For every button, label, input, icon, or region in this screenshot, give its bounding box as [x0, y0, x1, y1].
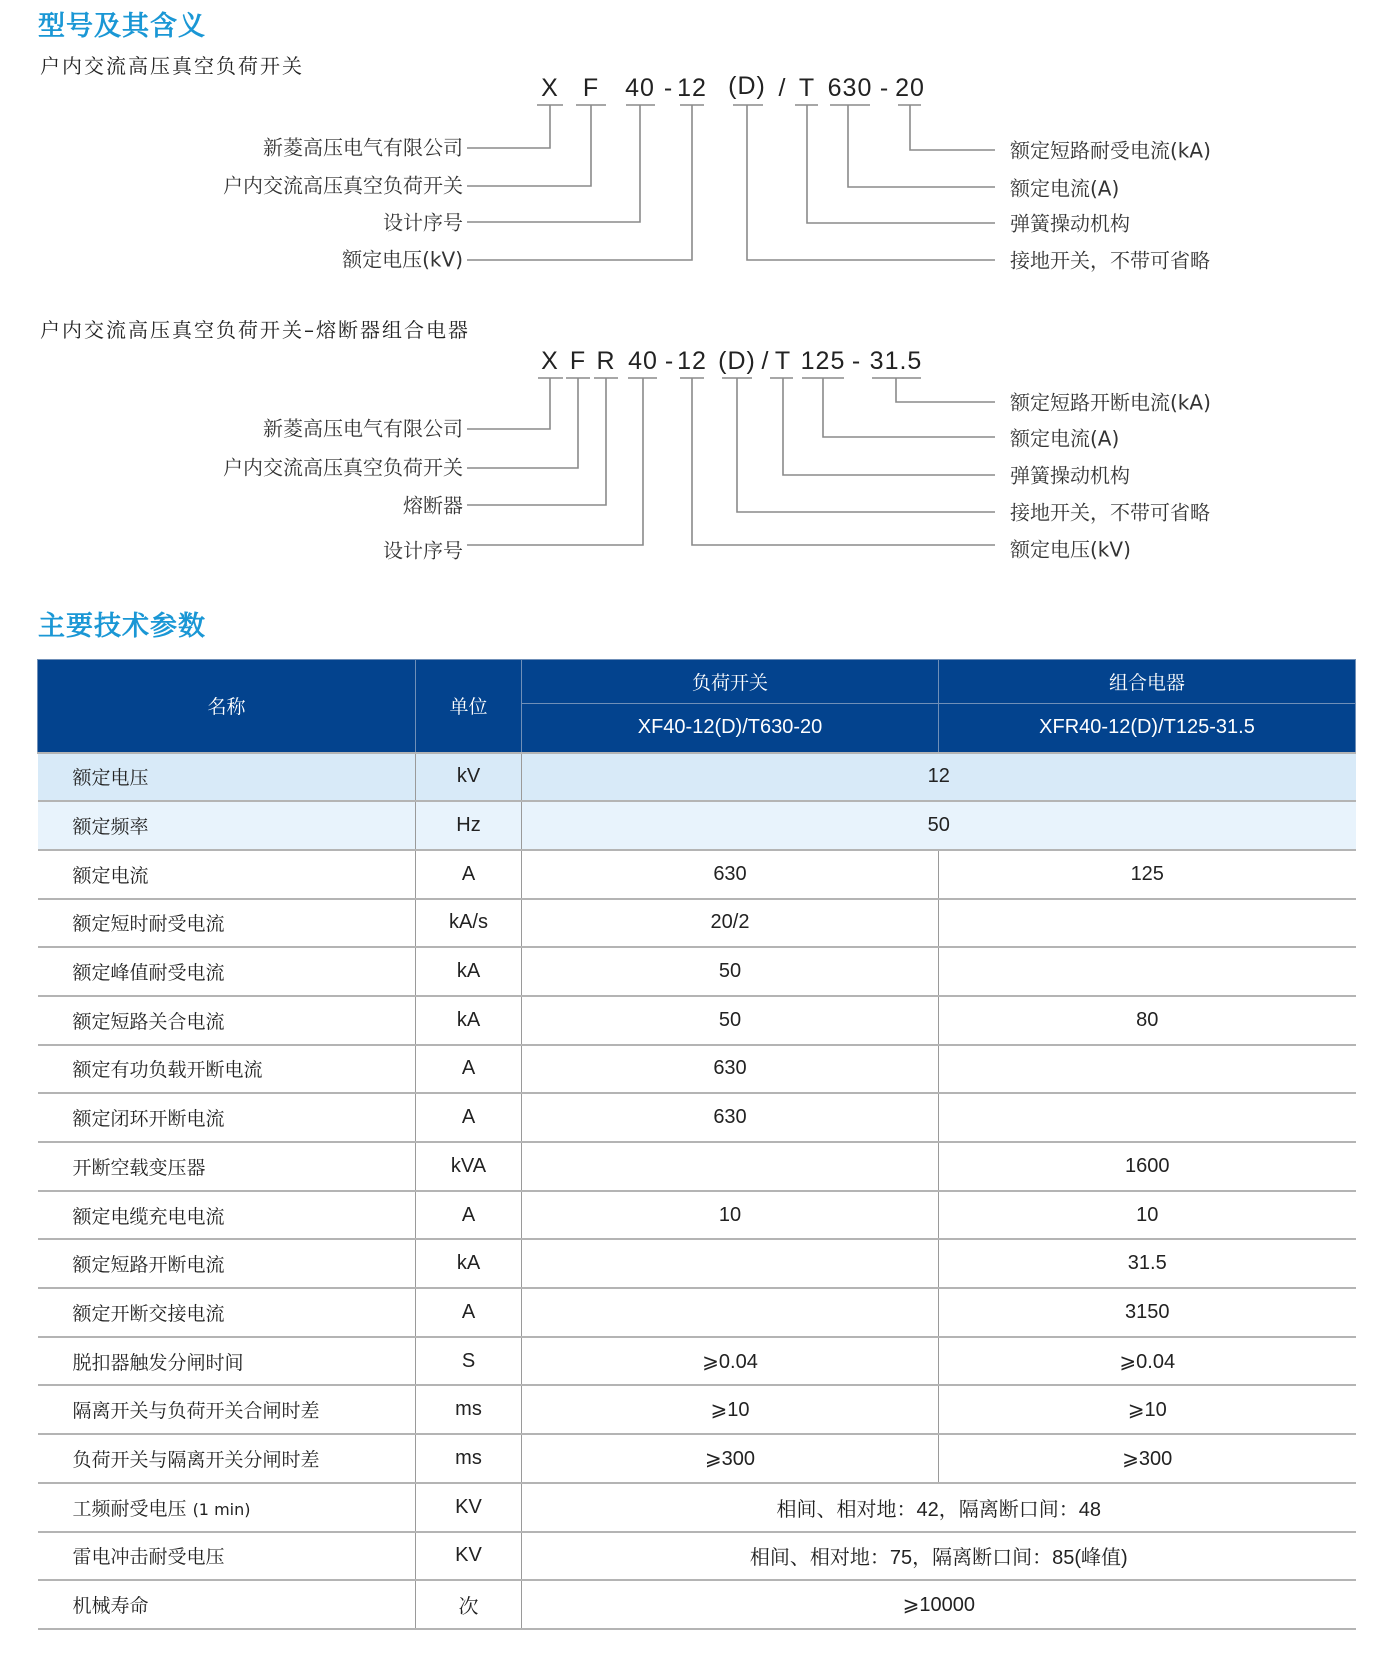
cell-unit: A [416, 1191, 522, 1240]
cell-value-combination: ⩾300 [939, 1434, 1356, 1483]
code-part-design-no: 40 [625, 74, 655, 102]
code-separator: - [879, 74, 889, 102]
table-row [38, 1483, 1356, 1532]
table-row [38, 947, 1356, 996]
label-product: 户内交流高压真空负荷开关 [223, 455, 463, 480]
cell-value-load-switch: 630 [522, 1093, 939, 1142]
cell-param-name [38, 801, 416, 850]
cell-unit: kA [416, 996, 522, 1045]
code-part-mechanism: T [774, 347, 792, 375]
param-name-text: 额定有功负载开断电流 [72, 1059, 263, 1082]
cell-unit: 次 [416, 1580, 522, 1629]
cell-value-combination: 80 [939, 996, 1356, 1045]
code-part-r: R [596, 347, 616, 375]
cell-value-load-switch: ⩾0.04 [522, 1337, 939, 1386]
table-row [38, 1434, 1356, 1483]
code-separator: - [851, 347, 861, 375]
cell-value-combination [939, 1045, 1356, 1094]
table-row [38, 1045, 1356, 1094]
cell-value-combination [939, 947, 1356, 996]
label-rated-voltage: 额定电压(kV) [342, 247, 463, 272]
label-product: 户内交流高压真空负荷开关 [223, 173, 463, 198]
label-design-no: 设计序号 [383, 538, 463, 563]
header-group-combination: 组合电器 [939, 660, 1356, 704]
table-row [38, 996, 1356, 1045]
code-part-withstand: 20 [895, 74, 925, 102]
cell-value-combination [939, 1093, 1356, 1142]
cell-unit: KV [416, 1532, 522, 1581]
cell-value-load-switch: 630 [522, 850, 939, 899]
cell-unit: A [416, 1045, 522, 1094]
label-company: 新菱高压电气有限公司 [263, 135, 463, 160]
code-part-mechanism: T [798, 74, 816, 102]
cell-unit: ms [416, 1434, 522, 1483]
cell-value-load-switch: 50 [522, 947, 939, 996]
cell-param-name [38, 1239, 416, 1288]
table-row [38, 1093, 1356, 1142]
param-name-text: 额定峰值耐受电流 [72, 962, 225, 985]
code-part-f: F [582, 74, 600, 102]
cell-value-combination: 125 [939, 850, 1356, 899]
code-separator: / [761, 347, 769, 375]
cell-unit: kVA [416, 1142, 522, 1191]
param-name-suffix: (1 min) [192, 1499, 251, 1519]
param-name-text: 隔离开关与负荷开关合闸时差 [72, 1400, 320, 1423]
diagram2-subtitle: 户内交流高压真空负荷开关–熔断器组合电器 [40, 318, 470, 342]
code-part-ground-switch: (D) [728, 72, 766, 100]
cell-unit: A [416, 1288, 522, 1337]
header-model-xf: XF40-12(D)/T630-20 [522, 704, 939, 753]
cell-unit: kV [416, 753, 522, 802]
cell-unit: Hz [416, 801, 522, 850]
diagram1-subtitle: 户内交流高压真空负荷开关 [40, 54, 304, 78]
cell-unit: kA/s [416, 899, 522, 948]
label-short-breaking: 额定短路开断电流(kA) [1010, 390, 1211, 415]
label-ground-switch: 接地开关，不带可省略 [1010, 500, 1210, 525]
cell-value-merged: ⩾10000 [522, 1580, 1356, 1629]
label-spring-mechanism: 弹簧操动机构 [1010, 463, 1130, 488]
code-separator: - [664, 347, 674, 375]
code-separator: - [663, 74, 673, 102]
cell-value-load-switch: 20/2 [522, 899, 939, 948]
section-title-tech-params: 主要技术参数 [38, 611, 206, 642]
label-fuse: 熔断器 [403, 493, 463, 518]
cell-value-combination: 31.5 [939, 1239, 1356, 1288]
table-row [38, 1385, 1356, 1434]
cell-param-name [38, 1093, 416, 1142]
code-part-design-no: 40 [628, 347, 658, 375]
label-rated-voltage: 额定电压(kV) [1010, 537, 1131, 562]
cell-unit: A [416, 1093, 522, 1142]
table-row [38, 1580, 1356, 1629]
cell-param-name [38, 899, 416, 948]
section-title-model-meaning: 型号及其含义 [38, 11, 206, 42]
label-ground-switch: 接地开关，不带可省略 [1010, 248, 1210, 273]
cell-param-name [38, 1532, 416, 1581]
table-row [38, 753, 1356, 802]
param-name-text: 额定开断交接电流 [72, 1302, 225, 1325]
param-name-text: 脱扣器触发分闸时间 [72, 1351, 244, 1374]
cell-param-name [38, 850, 416, 899]
param-name-text: 额定电流 [72, 864, 149, 887]
param-name-text: 额定频率 [72, 816, 149, 839]
cell-value-load-switch: ⩾300 [522, 1434, 939, 1483]
cell-value-combination: 1600 [939, 1142, 1356, 1191]
code-part-f: F [569, 347, 587, 375]
code-separator: / [778, 74, 786, 102]
cell-param-name [38, 996, 416, 1045]
code-part-x: X [541, 74, 559, 102]
cell-param-name [38, 1385, 416, 1434]
label-rated-current: 额定电流(A) [1010, 426, 1120, 451]
param-name-text: 额定电缆充电电流 [72, 1205, 225, 1228]
param-name-text: 开断空载变压器 [72, 1156, 206, 1179]
cell-value-load-switch: 10 [522, 1191, 939, 1240]
cell-param-name [38, 1483, 416, 1532]
cell-value-merged: 50 [522, 801, 1356, 850]
cell-value-load-switch [522, 1288, 939, 1337]
table-row [38, 1337, 1356, 1386]
cell-param-name [38, 1142, 416, 1191]
cell-value-load-switch [522, 1142, 939, 1191]
param-name-text: 额定短路开断电流 [72, 1254, 225, 1277]
table-row [38, 1239, 1356, 1288]
cell-param-name [38, 947, 416, 996]
label-spring-mechanism: 弹簧操动机构 [1010, 211, 1130, 236]
param-name-text: 额定短时耐受电流 [72, 913, 225, 936]
table-row [38, 850, 1356, 899]
code-part-voltage: 12 [677, 347, 707, 375]
cell-unit: A [416, 850, 522, 899]
cell-unit: kA [416, 947, 522, 996]
label-company: 新菱高压电气有限公司 [263, 416, 463, 441]
cell-param-name [38, 1580, 416, 1629]
label-short-withstand: 额定短路耐受电流(kA) [1010, 138, 1211, 163]
cell-param-name [38, 1337, 416, 1386]
table-row [38, 1532, 1356, 1581]
cell-value-merged: 相间、相对地：75，隔离断口间：85(峰值) [522, 1532, 1356, 1581]
cell-value-load-switch [522, 1239, 939, 1288]
code-part-ground-switch: (D) [718, 347, 756, 375]
tech-params-table [37, 659, 1356, 1630]
cell-value-merged: 12 [522, 753, 1356, 802]
code-part-breaking: 31.5 [869, 347, 923, 375]
cell-value-combination: 10 [939, 1191, 1356, 1240]
header-unit: 单位 [416, 660, 522, 753]
cell-value-combination [939, 899, 1356, 948]
code-part-current: 630 [827, 74, 873, 102]
cell-value-load-switch: ⩾10 [522, 1385, 939, 1434]
table-row [38, 1191, 1356, 1240]
param-name-text: 额定短路关合电流 [72, 1010, 225, 1033]
cell-unit: ms [416, 1385, 522, 1434]
table-row [38, 1288, 1356, 1337]
code-part-voltage: 12 [677, 74, 707, 102]
cell-value-load-switch: 50 [522, 996, 939, 1045]
table-header-row [38, 660, 1356, 704]
param-name-text: 负荷开关与隔离开关分闸时差 [72, 1448, 320, 1471]
param-name-text: 额定闭环开断电流 [72, 1108, 225, 1131]
param-name-text: 机械寿命 [72, 1595, 149, 1618]
cell-unit: S [416, 1337, 522, 1386]
param-name-text: 雷电冲击耐受电压 [72, 1546, 225, 1569]
table-row [38, 899, 1356, 948]
cell-value-combination: 3150 [939, 1288, 1356, 1337]
param-name-text: 工频耐受电压 [72, 1497, 187, 1520]
table-row [38, 1142, 1356, 1191]
cell-value-combination: ⩾10 [939, 1385, 1356, 1434]
label-rated-current: 额定电流(A) [1010, 176, 1120, 201]
code-part-x: X [541, 347, 559, 375]
cell-unit: kA [416, 1239, 522, 1288]
table-row [38, 801, 1356, 850]
code-part-current: 125 [800, 347, 846, 375]
cell-value-load-switch: 630 [522, 1045, 939, 1094]
cell-param-name [38, 1191, 416, 1240]
header-group-load-switch: 负荷开关 [522, 660, 939, 704]
label-design-no: 设计序号 [383, 210, 463, 235]
header-name: 名称 [38, 660, 416, 753]
cell-param-name [38, 1434, 416, 1483]
cell-param-name [38, 1288, 416, 1337]
table-body [38, 753, 1356, 1629]
cell-unit: KV [416, 1483, 522, 1532]
cell-param-name [38, 753, 416, 802]
header-model-xfr: XFR40-12(D)/T125-31.5 [939, 704, 1356, 753]
cell-param-name [38, 1045, 416, 1094]
cell-value-merged: 相间、相对地：42，隔离断口间：48 [522, 1483, 1356, 1532]
cell-value-combination: ⩾0.04 [939, 1337, 1356, 1386]
param-name-text: 额定电压 [72, 767, 149, 790]
